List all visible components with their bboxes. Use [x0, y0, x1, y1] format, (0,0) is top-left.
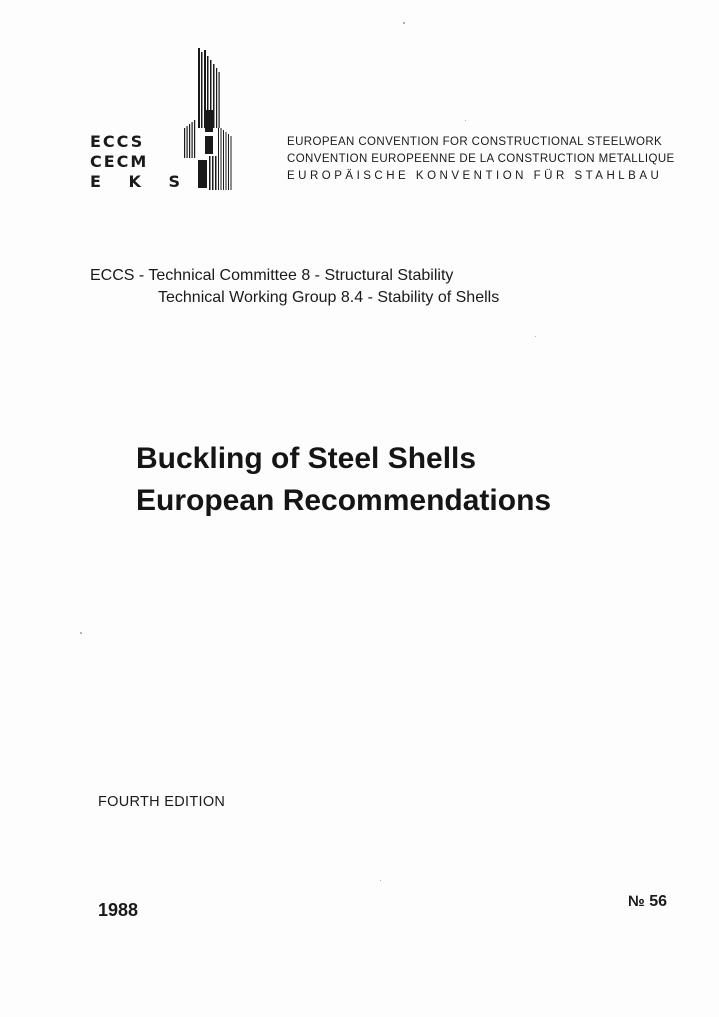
number-value: 56	[649, 893, 667, 910]
committee-line: ECCS - Technical Committee 8 - Structural Stability	[90, 267, 454, 284]
acronyms-block	[90, 132, 191, 192]
working-group-line: Technical Working Group 8.4 - Stability of Shells	[158, 289, 500, 306]
org-name-german: EUROPÄISCHE KONVENTION FÜR STAHLBAU	[287, 170, 663, 182]
org-name-english: EUROPEAN CONVENTION FOR CONSTRUCTIONAL STEELWORK	[287, 136, 663, 148]
acronym-eks: E K S	[90, 172, 191, 191]
publication-number	[628, 893, 667, 911]
scan-speck	[403, 22, 405, 24]
acronym-cecm: CECM	[90, 152, 149, 171]
edition-label: FOURTH EDITION	[98, 794, 226, 810]
scan-speck	[80, 632, 82, 634]
scan-speck	[380, 880, 381, 881]
title-line-1: Buckling of Steel Shells	[136, 442, 477, 475]
scan-speck	[465, 120, 466, 121]
title-line-2: European Recommendations	[136, 484, 552, 517]
publication-year: 1988	[98, 900, 139, 920]
document-title	[136, 438, 551, 522]
number-symbol: №	[628, 893, 645, 910]
committee-block	[90, 265, 499, 309]
eccs-logo-icon	[180, 48, 236, 190]
acronym-eccs: ECCS	[90, 132, 145, 151]
organization-names	[287, 134, 675, 185]
org-name-french: CONVENTION EUROPEENNE DE LA CONSTRUCTION METALLIQUE	[287, 153, 675, 165]
scan-speck	[535, 336, 536, 337]
